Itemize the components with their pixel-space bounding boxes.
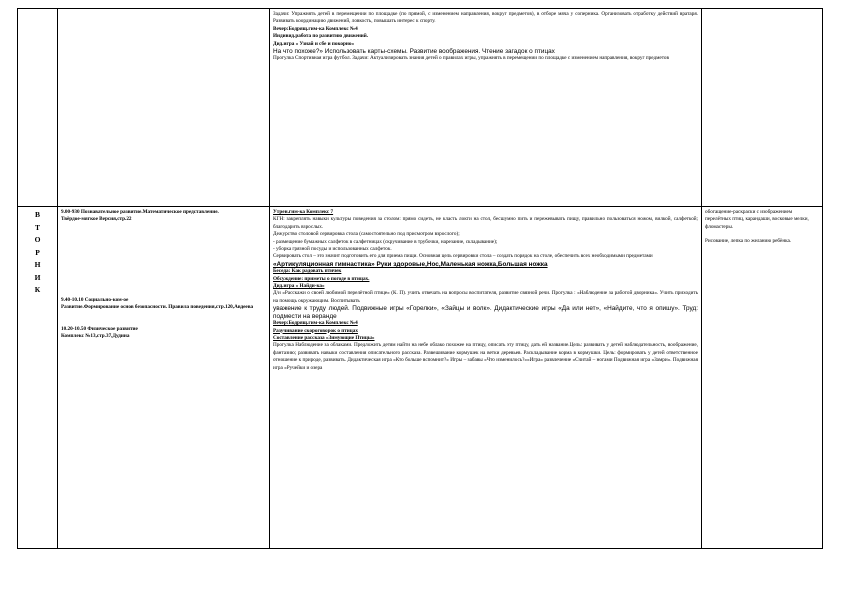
plan-cell <box>270 207 702 549</box>
plan-line: Беседа: Как радовать птичек <box>273 268 342 275</box>
independent-note: Рисование, лепка по желанию ребёнка. <box>705 238 792 245</box>
table-row <box>18 9 823 207</box>
plan-line: Сервировать стол – это значит подготовить его для приема пищи. Основная цель сервировки стола – создать порядок на столе, обеспечить всех необходимыми предметами <box>273 253 653 260</box>
day-letter: И <box>34 272 41 282</box>
plan-line: уважение к труду людей. Подвижные игры «Горелки», «Зайцы и волк». Дидактические игры «Да или нет», «Найдите, что я опишу». Труд: подмести на веранде <box>273 305 698 320</box>
plan-line: - уборка грязной посуды и использованных салфеток. <box>273 246 392 253</box>
plan-line: «Артикуляционная гимнастика» Руки здоровые,Нос,Маленькая ножка,Большая ножка <box>273 260 548 268</box>
day-letter: К <box>34 285 41 294</box>
activities-cell <box>58 207 270 549</box>
day-letter: Т <box>34 222 40 232</box>
plan-line: Прогулка Наблюдение за облаками. Предложить детям найти на небе облако похожее на птицу, описать эту птицу, дать ей название.Цель: развивать у детей наблюдательность, воображение, фантазию; развивать навыки составления описательного рассказа. Развешивание кормушек на ветки деревьев. Раскладывание корма в кормушки. Цель: формировать у детей ответственное отношение к природе, развивать. Дидактическая игра «Кто больше вспомнит?» Игры – забавы «Что изменилось?»«Игра» развлечение «Считай – ногами Подвижная игра «Замри». Подвижная игра «Ручейки и озера <box>273 342 698 371</box>
independent-cell <box>702 207 823 549</box>
plan-sheet <box>17 8 822 552</box>
day-cell <box>18 207 58 549</box>
table-row <box>18 207 823 549</box>
plan-line: Д/и «Расскажи о своей любимой перелётной птице» (К. П). учить отвечать на вопросы воспитателя, развитие связной речи. Прогулка : «Наблюдение за работой дворника». Учить приходить на помощь окружающим. Воспитывать <box>273 290 698 304</box>
plan-line: Дид.игра « Узнай и сбе и покорно» <box>273 40 355 47</box>
day-letter: В <box>34 210 40 219</box>
plan-line: Вечер:Бодрящ.гим-ка Комплекс №4 <box>273 320 358 327</box>
plan-line: На что похоже?» Использовать карты-схемы. Развитие воображения. Чтение загадок о птицах <box>273 48 555 56</box>
plan-line: Задачи: Упражнять детей в перемещении по площадке (по прямой, с изменением направления, вокруг предметов), в отборе мяча у соперника. Организовать отработку действий вратаря. Развивать координацию движений, ловкость, повышать интерес к спорту. <box>273 11 698 25</box>
plan-cell <box>270 9 702 207</box>
plan-line: Утрен.гим-ка Комплекс 7 <box>273 209 334 215</box>
plan-line: - размещение бумажных салфеток в салфетницах (скручивание в трубочки, нарезание, складывание); <box>273 238 498 245</box>
plan-line: Разучивание скороговорок о птицах <box>273 327 358 334</box>
activity-detail: Комплекс №13,стр.37,Дудина <box>61 333 130 340</box>
plan-line: Вечер:Бодрящ.гим-ка Комплекс №4 <box>273 25 358 32</box>
plan-line: Прогулка Спортивная игра футбол. Задачи: Актуализировать знания детей о правилах игры, упражнять в перемещении по площадке с изменением направления, вокруг предметов <box>273 55 669 62</box>
activity-detail: Твёрдое-мягкое Версия,стр.22 <box>61 216 132 223</box>
activity-time: 9.00-930 Познавательное развитие.Математическое представление. <box>61 209 219 215</box>
independent-note: обогащение-раскраски с изображением перелётных птиц, карандаши, восковые мелки, фломастеры. <box>705 209 809 230</box>
day-cell <box>18 9 58 207</box>
plan-line: Составление рассказа «Зимующие Птицы» <box>273 334 375 341</box>
plan-line: Обсуждение: приметы о погоде в птицах. <box>273 275 370 282</box>
activity-detail: Развитие.Формирование основ безопасности. Правила поведения,стр.120,Авдеева <box>61 304 254 311</box>
activity-time: 9.40-10.10 Социально-ком-ое <box>61 296 129 303</box>
day-letter: Р <box>35 247 40 257</box>
plan-line: Дид.игра « Найди-ка» <box>273 283 325 290</box>
plan-line: КГН: закреплять навыки культуры поведения за столом: прямо сидеть, не класть локти на стол, бесшумно пить и пережевывать пищу, правильно пользоваться ножом, вилкой, салфеткой; благодарить взрослых. <box>273 216 698 230</box>
day-letter: Н <box>34 260 41 269</box>
plan-line: Дежурство столовой сервировка стола (самостоятельно под присмотром взрослого); <box>273 231 460 238</box>
day-letter: О <box>34 235 41 244</box>
plan-line: Индивид.работа по развитию движений. <box>273 33 369 40</box>
independent-cell <box>702 9 823 207</box>
activities-cell <box>58 9 270 207</box>
activity-time: 10.20-10.50 Физическое развитие <box>61 325 138 332</box>
weekly-plan-table <box>17 8 823 549</box>
